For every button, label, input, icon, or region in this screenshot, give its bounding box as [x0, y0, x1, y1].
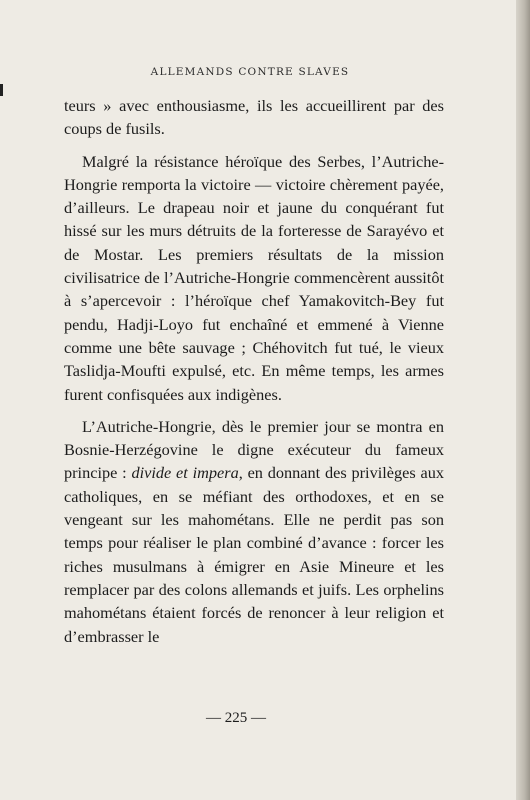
body-text — [64, 94, 444, 657]
paragraph-3-part-1: L’Autriche-Hongrie, dès le premier jour se montra en Bosnie-Herzégovine le digne exécuteur du fameux principe : — [64, 416, 444, 483]
page-edge-mark — [0, 84, 3, 96]
running-head: ALLEMANDS CONTRE SLAVES — [150, 66, 350, 78]
page-number: — 225 — — [206, 710, 266, 726]
paragraph-1: teurs » avec enthousiasme, ils les accueillirent par des coups de fusils. — [64, 96, 444, 139]
paragraph-3-italic: divide et impera — [131, 463, 239, 483]
paragraph-2: Malgré la résistance héroïque des Serbes, l’Autriche-Hongrie remporta la victoire — victoire chèrement payée, d’ailleurs. Le drapeau noir et jaune du conquérant fut hissé sur les murs détruits de la forteresse de Sarayévo et de Mostar. Les premiers résultats de la mission civilisatrice de l’Autriche-Hongrie commencèrent aussitôt à s’apercevoir : l’héroïque chef Yamakovitch-Bey fut pendu, Hadji-Loyo fut enchaîné et emmené à Vienne comme une bête sauvage ; Chéhovitch fut tué, le vieux Taslidja-Moufti expulsé, etc. En même temps, les armes furent confisquées aux indigènes. — [64, 151, 444, 404]
paragraph-3 — [64, 415, 444, 648]
paragraph-3-part-2: , en donnant des privilèges aux catholiques, en se méfiant des orthodoxes, et en se vengeant sur les mahométans. Elle ne perdit pas son temps pour réaliser le plan combiné d’avance : forcer les riches musulmans à émigrer en Asie Mineure et les remplacer par des colons allemands et juifs. Les orphelins mahométans étaient forcés de renoncer à leur religion et d’embrasser le — [64, 463, 445, 646]
book-spine-edge — [516, 0, 530, 800]
